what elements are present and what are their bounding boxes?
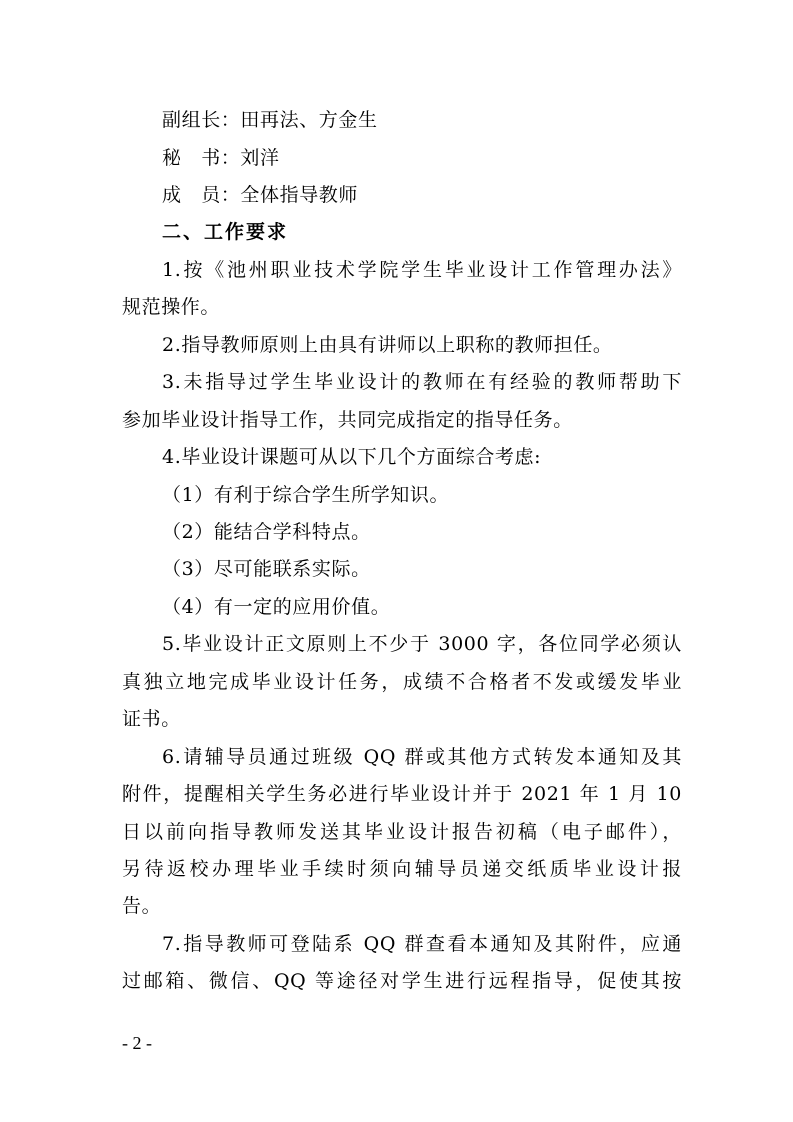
section-heading: 二、工作要求 [162, 221, 289, 243]
paragraph-line: 7.指导教师可登陆系 QQ 群查看本通知及其附件，应通 [162, 933, 682, 955]
paragraph-line: 过邮箱、微信、QQ 等途径对学生进行远程指导，促使其按 [122, 970, 682, 992]
paragraph-line: 附件，提醒相关学生务必进行毕业设计并于 2021 年 1 月 10 [122, 783, 682, 805]
members-line: 成 员：全体指导教师 [162, 184, 359, 206]
list-item: （4）有一定的应用价值。 [162, 596, 391, 618]
secretary-line: 秘 书：刘洋 [162, 147, 280, 169]
list-item: （3）尽可能联系实际。 [162, 558, 371, 580]
paragraph-line: 告。 [122, 895, 162, 917]
paragraph-line: 规范操作。 [122, 296, 221, 318]
paragraph-line: 证书。 [122, 708, 181, 730]
page-number: - 2 - [122, 1033, 152, 1053]
paragraph-line: 参加毕业设计指导工作，共同完成指定的指导任务。 [122, 409, 573, 431]
list-item: （1）有利于综合学生所学知识。 [162, 484, 450, 506]
paragraph-line: 另待返校办理毕业手续时须向辅导员递交纸质毕业设计报 [122, 858, 682, 880]
paragraph-line: 6.请辅导员通过班级 QQ 群或其他方式转发本通知及其 [162, 746, 682, 768]
paragraph-line: 2.指导教师原则上由具有讲师以上职称的教师担任。 [162, 334, 613, 356]
paragraph-line: 5.毕业设计正文原则上不少于 3000 字，各位同学必须认 [162, 633, 682, 655]
paragraph-line: 3.未指导过学生毕业设计的教师在有经验的教师帮助下 [162, 371, 682, 393]
list-item: （2）能结合学科特点。 [162, 521, 371, 543]
paragraph-line: 真独立地完成毕业设计任务，成绩不合格者不发或缓发毕业 [122, 671, 682, 693]
vice-leader-line: 副组长：田再法、方金生 [162, 109, 378, 131]
paragraph-line: 日以前向指导教师发送其毕业设计报告初稿（电子邮件）， [122, 821, 682, 843]
paragraph-line: 4.毕业设计课题可从以下几个方面综合考虑: [162, 446, 542, 468]
paragraph-line: 1.按《池州职业技术学院学生毕业设计工作管理办法》 [162, 259, 682, 281]
